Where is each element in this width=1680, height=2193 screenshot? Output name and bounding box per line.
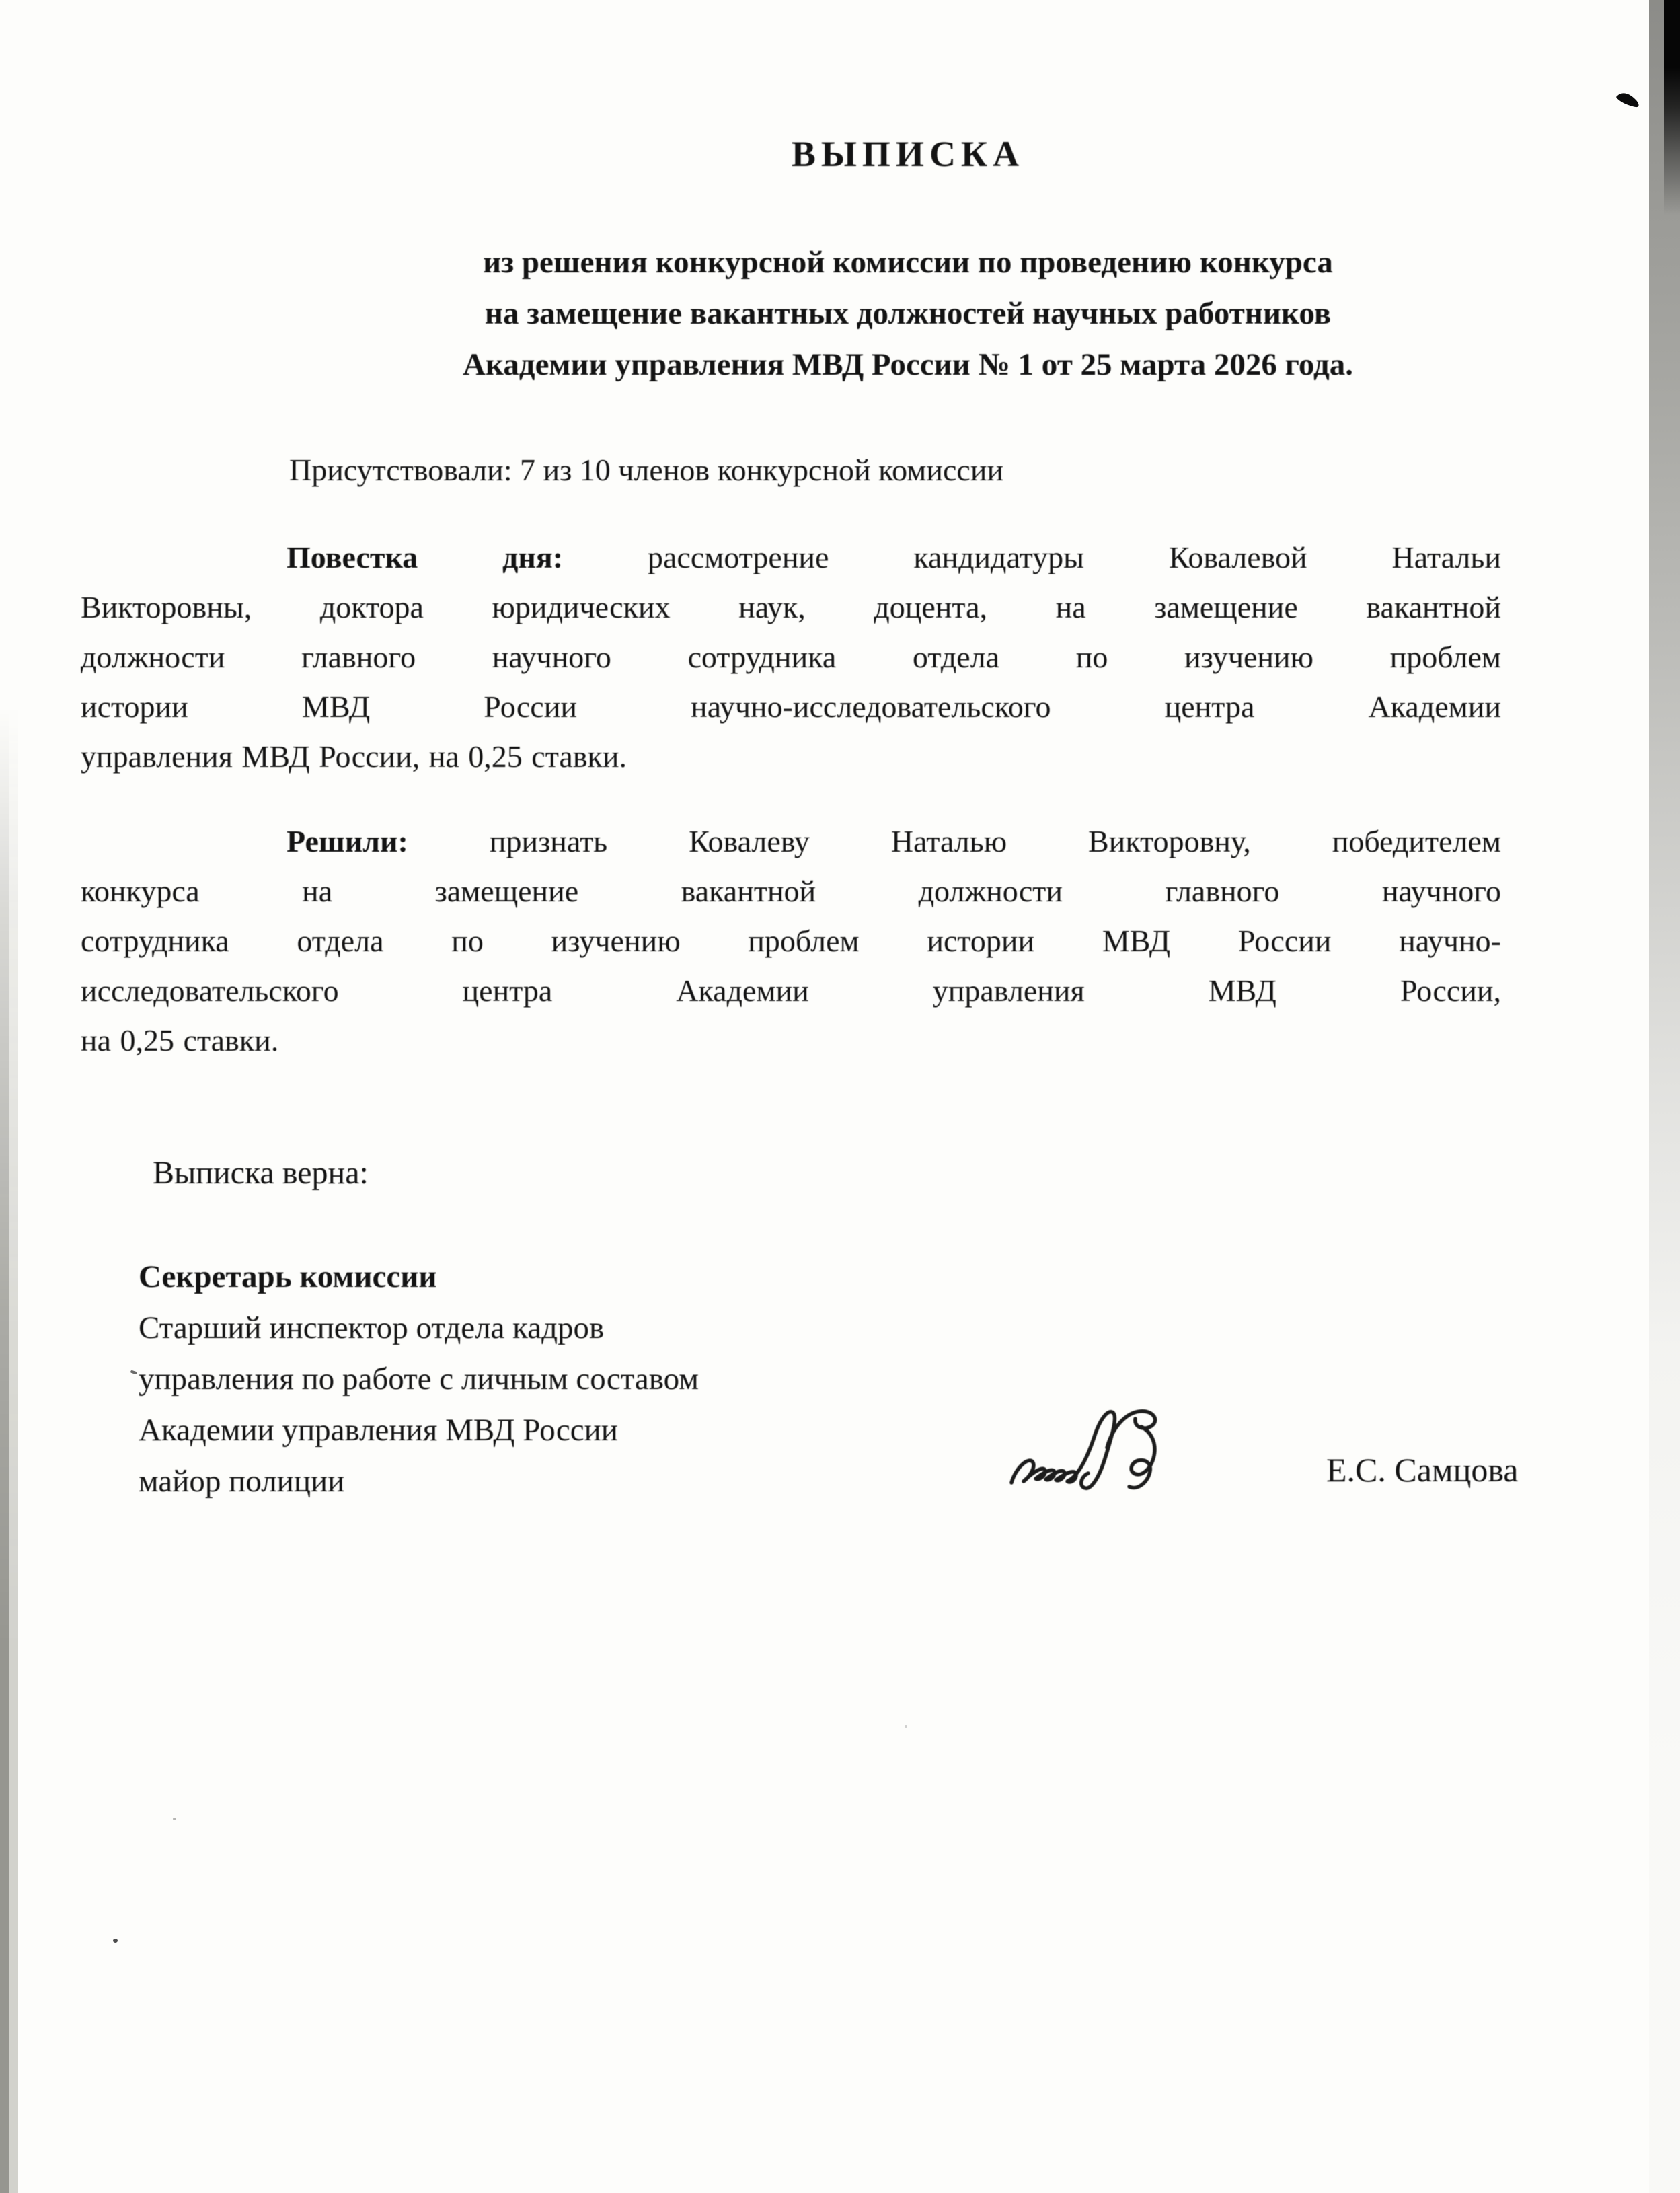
scanner-edge-right <box>1649 0 1680 2193</box>
agenda-line: должности главного научного сотрудника отдела по изучению проблем <box>81 640 1501 674</box>
pen-stroke-mark-icon <box>1613 89 1644 117</box>
agenda-line: управления МВД России, на 0,25 ставки. <box>81 739 627 774</box>
certification-line: Выписка верна: <box>153 1155 369 1191</box>
signatory-role-line: Академии управления МВД России <box>139 1413 618 1448</box>
handwritten-signature <box>1005 1403 1217 1522</box>
scan-speck <box>905 1725 907 1728</box>
agenda-line: Викторовны, доктора юридических наук, доцента, на замещение вакантной <box>81 590 1501 624</box>
signatory-role-line: Секретарь комиссии <box>139 1259 437 1294</box>
scanner-edge-left <box>0 706 20 2193</box>
document-subtitle <box>182 237 1634 390</box>
subtitle-line: на замещение вакантных должностей научных работников <box>484 296 1332 331</box>
agenda-text: рассмотрение кандидатуры Ковалевой Натальи <box>647 540 1501 574</box>
document-title: ВЫПИСКА <box>791 134 1025 174</box>
subtitle-line: Академии управления МВД России № 1 от 25 марта 2026 года. <box>462 347 1353 382</box>
decision-line: на 0,25 ставки. <box>81 1023 279 1057</box>
decision-paragraph <box>81 817 1501 1066</box>
signatory-block <box>139 1251 699 1507</box>
decision-label: Решили: <box>287 824 408 858</box>
agenda-line <box>81 533 1501 583</box>
decision-line: исследовательского центра Академии управления МВД России, <box>81 973 1501 1008</box>
decision-line: сотрудника отдела по изучению проблем истории МВД России научно- <box>81 924 1501 958</box>
signatory-name: Е.С. Самцова <box>1326 1451 1519 1489</box>
attendance-line: Присутствовали: 7 из 10 членов конкурсной комиссии <box>289 453 1004 487</box>
signatory-role-line: управления по работе с личным составом <box>139 1362 699 1397</box>
signatory-role-line: Старший инспектор отдела кадров <box>139 1310 605 1345</box>
decision-text: признать Ковалеву Наталью Викторовну, победителем <box>489 824 1501 858</box>
subtitle-line: из решения конкурсной комиссии по проведению конкурса <box>483 245 1333 280</box>
agenda-paragraph <box>81 533 1501 782</box>
scan-speck <box>113 1939 118 1943</box>
agenda-label: Повестка дня: <box>287 540 564 574</box>
scan-speck <box>173 1818 176 1820</box>
decision-line: конкурса на замещение вакантной должности главного научного <box>81 874 1501 908</box>
decision-line <box>81 817 1501 866</box>
scanner-edge-right-dark <box>1664 0 1680 215</box>
signatory-role-line: майор полиции <box>139 1464 345 1499</box>
agenda-line: истории МВД России научно-исследовательского центра Академии <box>81 690 1501 724</box>
